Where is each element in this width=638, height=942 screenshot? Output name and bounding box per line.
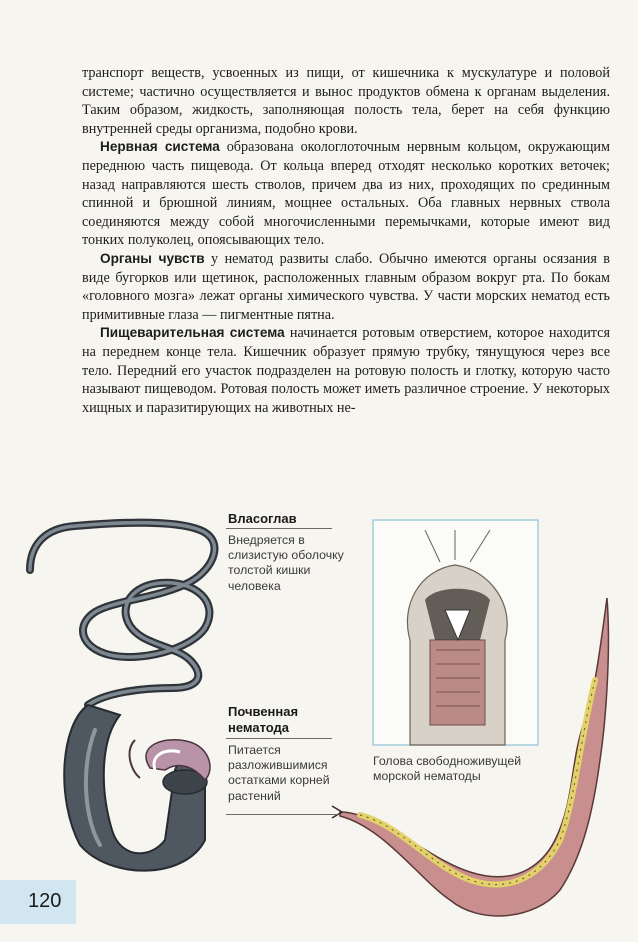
term-heading: Пищеварительная система (100, 325, 285, 341)
term-heading: Органы чувств (100, 250, 205, 266)
marine-nematode-head-figure (373, 520, 538, 745)
soil-nematode-title-rule (226, 738, 332, 739)
whipworm-title: Власоглав (228, 511, 297, 526)
whipworm-caption: Внедряется в слизистую оболочку толстой кишки человека (228, 533, 344, 593)
paragraph-text: транспорт веществ, усвоенных из пищи, от кишечника к мускулатуре и половой системе; частично осуществляется и вынос продуктов обмена к органам выделения. Таким образом, жидкость, заполняющая полость тела, берет на себя функцию внутренней среды организма, подобно крови. (82, 65, 610, 137)
page-number: 120 (28, 890, 62, 912)
paragraph-text: образована окологлоточным нервным кольцом, окружающим переднюю часть пищевода. От кольца вперед отходят несколько коротких веточек; назад направляются шесть стволов, причем два из них, проходящих по срединным спинной и брюшной линиям, мощнее остальных. Оба главных нервных ствола соединяются между собой многочисленными перемычками, которые имеют вид тонких полуколец, опоясывающих тело. (82, 139, 610, 249)
whipworm-illustration (30, 523, 214, 871)
marine-head-caption: Голова свободноживущей морской нематоды (373, 754, 522, 784)
term-heading: Нервная система (100, 139, 220, 155)
paragraph-text: у нематод развиты слабо. Обычно имеются органы осязания в виде бугорков или щетинок, расположенных главным образом вокруг рта. По бокам «головного мозга» лежат органы химического чувства. У части морских нематод есть примитивные глаза — пигментные пятна. (82, 250, 610, 323)
soil-nematode-caption: Питается разложившимися остатками корней растений (228, 743, 330, 803)
soil-nematode-pointer-rule (226, 814, 338, 815)
whipworm-title-rule (226, 528, 332, 529)
paragraph-text: начинается ротовым отверстием, которое находится на переднем конце тела. Кишечник образует прямую трубку, тянущуюся через все тело. Передний его участок подразделен на ротовую полость и глотку, которую часто называют пищеводом. Ротовая полость может иметь различное строение. У некоторых хищных и паразитирующих на животных не- (82, 325, 610, 416)
soil-nematode-title: Почвенная нематода (228, 704, 299, 735)
